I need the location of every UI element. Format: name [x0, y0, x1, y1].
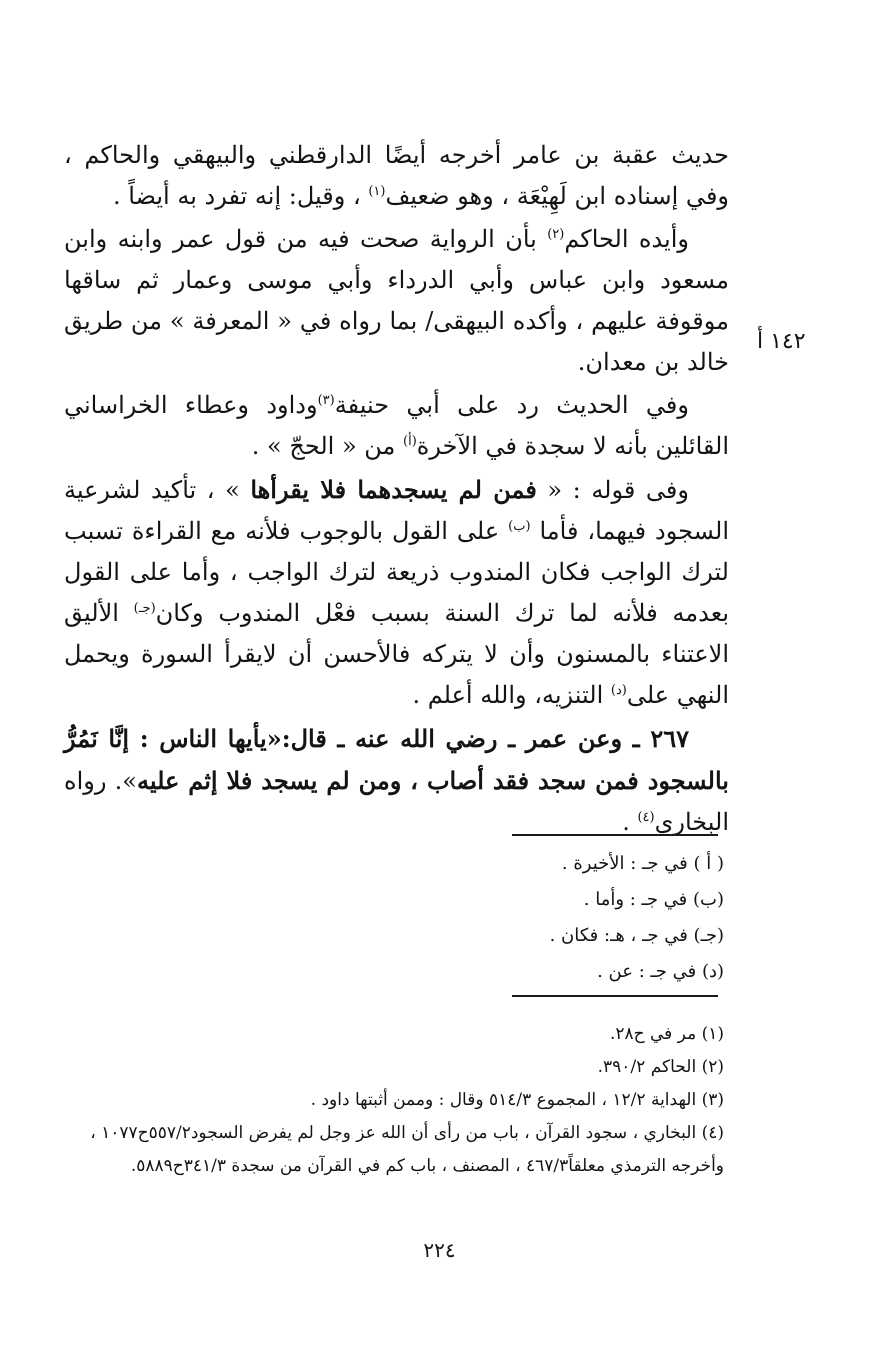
- footnote-marker: (ب): [508, 519, 531, 534]
- footnote: (١) مر في ح٢٨.: [609, 1024, 724, 1044]
- text-run: ٢٦٧ ـ وعن عمر ـ رضي الله عنه ـ قال:«: [266, 724, 689, 753]
- variant-note: (ب) في جـ : وأما .: [583, 889, 724, 910]
- footnote-marker: (أ): [403, 434, 417, 449]
- footnote-marker: (٤): [637, 810, 655, 825]
- text-run: يأيها الناس : إنَّا نَمُرُّ بالسجود فمن سجد فقد أصاب ، ومن لم يسجد فلا إثم عليه: [64, 724, 729, 795]
- text-run: التنزيه، والله أعلم .: [412, 681, 611, 709]
- paragraph: [64, 385, 729, 467]
- footnote: (٤) البخاري ، سجود القرآن ، باب من رأى أن الله عز وجل لم يفرض السجود٥٥٧/٢ح١٠٧٧ ،: [90, 1123, 724, 1143]
- footnote-marker: (جـ): [133, 601, 156, 616]
- text-run: ». رواه البخاري: [64, 767, 729, 836]
- paragraph: [64, 219, 729, 383]
- margin-folio-note: ١٤٢ أ: [757, 329, 806, 354]
- footnotes: [0, 1018, 724, 1183]
- text-run: حديث عقبة بن عامر أخرجه أيضًا الدارقطني والبيهقي والحاكم ، وفي إسناده ابن لَهِيْعَة ، وهو ضعيف: [64, 141, 729, 210]
- variant-note: (د) في جـ : عن .: [597, 961, 724, 982]
- footnote-marker: (١): [368, 184, 386, 199]
- text-run: وفى قوله : «: [536, 476, 689, 504]
- variant-notes-divider: [512, 834, 718, 836]
- footnotes-divider: [512, 995, 718, 997]
- variant-note: (جـ) في جـ ، هـ: فكان .: [549, 925, 724, 946]
- text-run: على القول بالوجوب فلأنه مع القراءة تسبب لترك الواجب فكان المندوب ذريعة لترك الواجب ، وأما على القول بعدمه فلأنه لما ترك السنة بسبب فعْل المندوب وكان: [64, 517, 730, 627]
- text-run: .: [622, 808, 638, 836]
- footnote-marker: (د): [610, 683, 627, 698]
- footnote: (٣) الهداية ١٢/٢ ، المجموع ٥١٤/٣ وقال : وممن أثبتها داود .: [310, 1090, 724, 1110]
- text-run: » ، تأكيد لشرعية السجود فيهما، فأما: [64, 476, 729, 545]
- paragraph: [64, 135, 729, 217]
- footnote-marker: (٢): [547, 227, 565, 242]
- text-run: وأيده الحاكم: [564, 225, 689, 253]
- text-run: من « الحجّ » .: [251, 432, 404, 460]
- variant-notes: [144, 846, 724, 990]
- paragraph: [64, 718, 729, 843]
- footnote: (٢) الحاكم ٣٩٠/٢.: [597, 1057, 724, 1077]
- footnote: وأخرجه الترمذي معلقاً٤٦٧/٣ ، المصنف ، باب كم في القرآن من سجدة ٣٤١/٣ح٥٨٨٩.: [130, 1156, 724, 1176]
- variant-note: ( أ ) في جـ : الأخيرة .: [561, 853, 724, 874]
- text-run: وداود وعطاء الخراساني القائلين بأنه لا سجدة في الآخرة: [64, 391, 729, 460]
- page-number: ٢٢٤: [423, 1238, 456, 1262]
- text-run: بأن الرواية صحت فيه من قول عمر وابنه وابن مسعود وابن عباس وأبي الدرداء وأبي موسى وعمار ثم ساقها موقوفة عليهم ، وأكده البيهقى/ بما رواه في « المعرفة » من طريق خالد بن معدان.: [64, 225, 729, 376]
- text-run: الأليق الاعتناء بالمسنون وأن لا يتركه فالأحسن أن لايقرأ السورة ويحمل النهي على: [64, 599, 730, 709]
- text-run: وفي الحديث رد على أبي حنيفة: [334, 391, 689, 419]
- text-run: فمن لم يسجدهما فلا يقرأها: [250, 475, 537, 504]
- main-text: [64, 135, 729, 845]
- paragraph: [64, 469, 729, 716]
- footnote-marker: (٣): [317, 393, 335, 408]
- text-run: ، وقيل: إنه تفرد به أيضاً .: [112, 182, 369, 210]
